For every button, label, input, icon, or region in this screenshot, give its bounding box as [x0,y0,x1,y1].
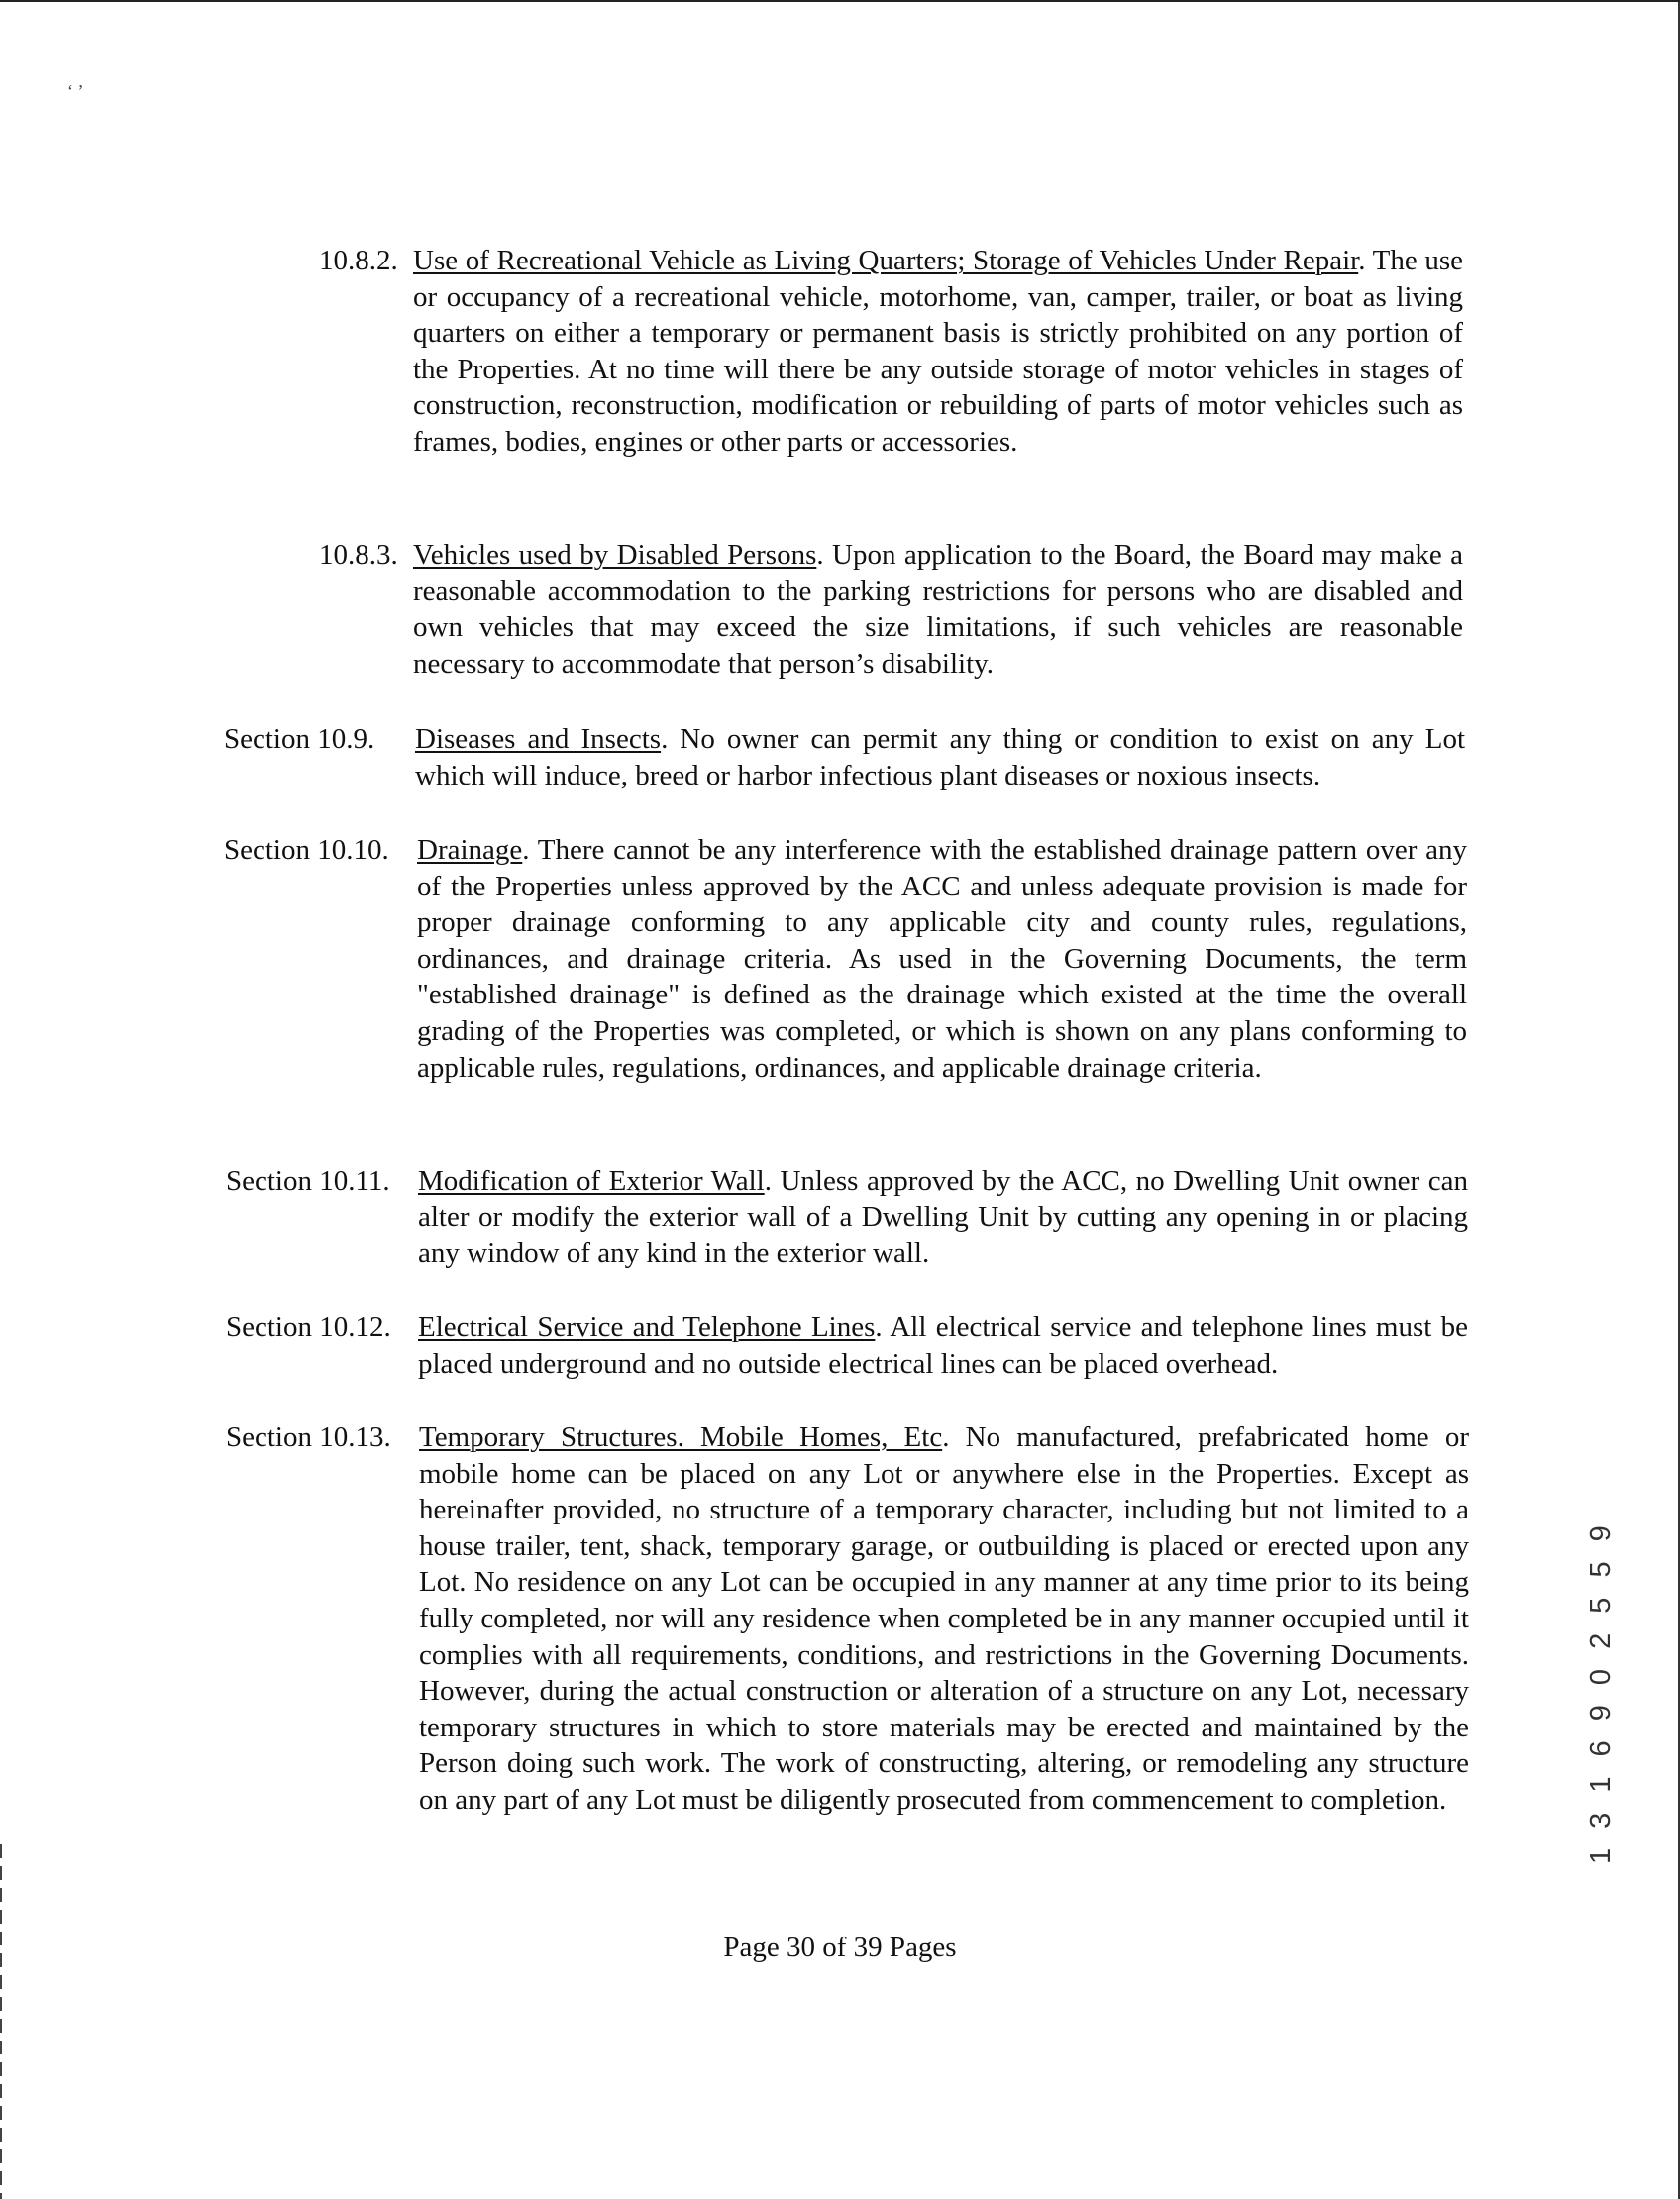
section-body [418,1163,1468,1272]
section-text: . There cannot be any interference with the established drainage pattern over any of the Properties unless approved by the ACC and unless adequate provision is made for proper drainage conforming to any applicable city and county rules, regulations, ordinances, and drainage criteria. As used in the Governing Documents, the term "established drainage" is defined as the drainage which existed at the time the overall grading of the Properties was completed, or which is shown on any plans conforming to applicable rules, regulations, ordinances, and applicable drainage criteria. [417,834,1467,1084]
section-title: Vehicles used by Disabled Persons [413,539,817,571]
section-title: Diseases and Insects [415,723,662,755]
section-body [415,721,1465,793]
section-title: Electrical Service and Telephone Lines [418,1311,876,1343]
section-title: Modification of Exterior Wall [418,1165,765,1197]
section-title: Use of Recreational Vehicle as Living Quarters; Storage of Vehicles Under Repair [413,245,1359,276]
section-title: Temporary Structures. Mobile Homes, Etc [419,1421,943,1453]
scan-edge-left [0,1844,2,2199]
section-number: Section 10.13. [226,1421,391,1453]
section-text: . No owner can permit any thing or condition to exist on any Lot which will induce, breed or harbor infectious plant diseases or noxious insects. [415,723,1466,791]
section-body [418,1309,1468,1382]
section-title: Drainage [417,834,523,866]
section-text: . Unless approved by the ACC, no Dwelling Unit owner can alter or modify the exterior wall of a Dwelling Unit by cutting any opening in or placing any window of any kind in the exterior wall. [418,1165,1468,1270]
section-body [419,1419,1469,1819]
section-number: Section 10.11. [226,1165,390,1197]
section-body [413,243,1463,461]
section-body [417,832,1467,1086]
section-number: Section 10.10. [224,834,389,866]
section-number: Section 10.9. [224,723,375,755]
page-number-footer: Page 30 of 39 Pages [723,1932,957,1963]
scan-specks: ‘ ’ [67,81,84,101]
section-number: 10.8.2. [319,245,398,276]
section-body [413,537,1463,681]
recording-stamp: 1 3 1 6 9 0 2 5 5 9 [1585,1519,1617,1864]
section-number: 10.8.3. [319,539,398,571]
section-text: . Upon application to the Board, the Board may make a reasonable accommodation to the parking restrictions for persons who are disabled and own vehicles that may exceed the size limitations, if such vehicles are reasonable necessary to accommodate that person’s disability. [413,539,1463,680]
section-text: . No manufactured, prefabricated home or mobile home can be placed on any Lot or anywhere else in the Properties. Except as hereinafter provided, no structure of a temporary character, including but not limited to a house trailer, tent, shack, temporary garage, or outbuilding is placed or erected upon any Lot. No residence on any Lot can be occupied in any manner at any time prior to its being fully completed, nor will any residence when completed be in any manner occupied until it complies with all requirements, conditions, and restrictions in the Governing Documents. However, during the actual construction or alteration of a structure on any Lot, necessary temporary structures in which to store materials may be erected and maintained by the Person doing such work. The work of constructing, altering, or remodeling any structure on any part of any Lot must be diligently prosecuted from commencement to completion. [419,1421,1470,1816]
section-text: . The use or occupancy of a recreational vehicle, motorhome, van, camper, trailer, or boat as living quarters on either a temporary or permanent basis is strictly prohibited on any portion of the Properties. At no time will there be any outside storage of motor vehicles in stages of construction, reconstruction, modification or rebuilding of parts of motor vehicles such as frames, bodies, engines or other parts or accessories. [413,245,1463,458]
section-text: . All electrical service and telephone lines must be placed underground and no outside electrical lines can be placed overhead. [418,1311,1468,1380]
section-number: Section 10.12. [226,1311,391,1343]
